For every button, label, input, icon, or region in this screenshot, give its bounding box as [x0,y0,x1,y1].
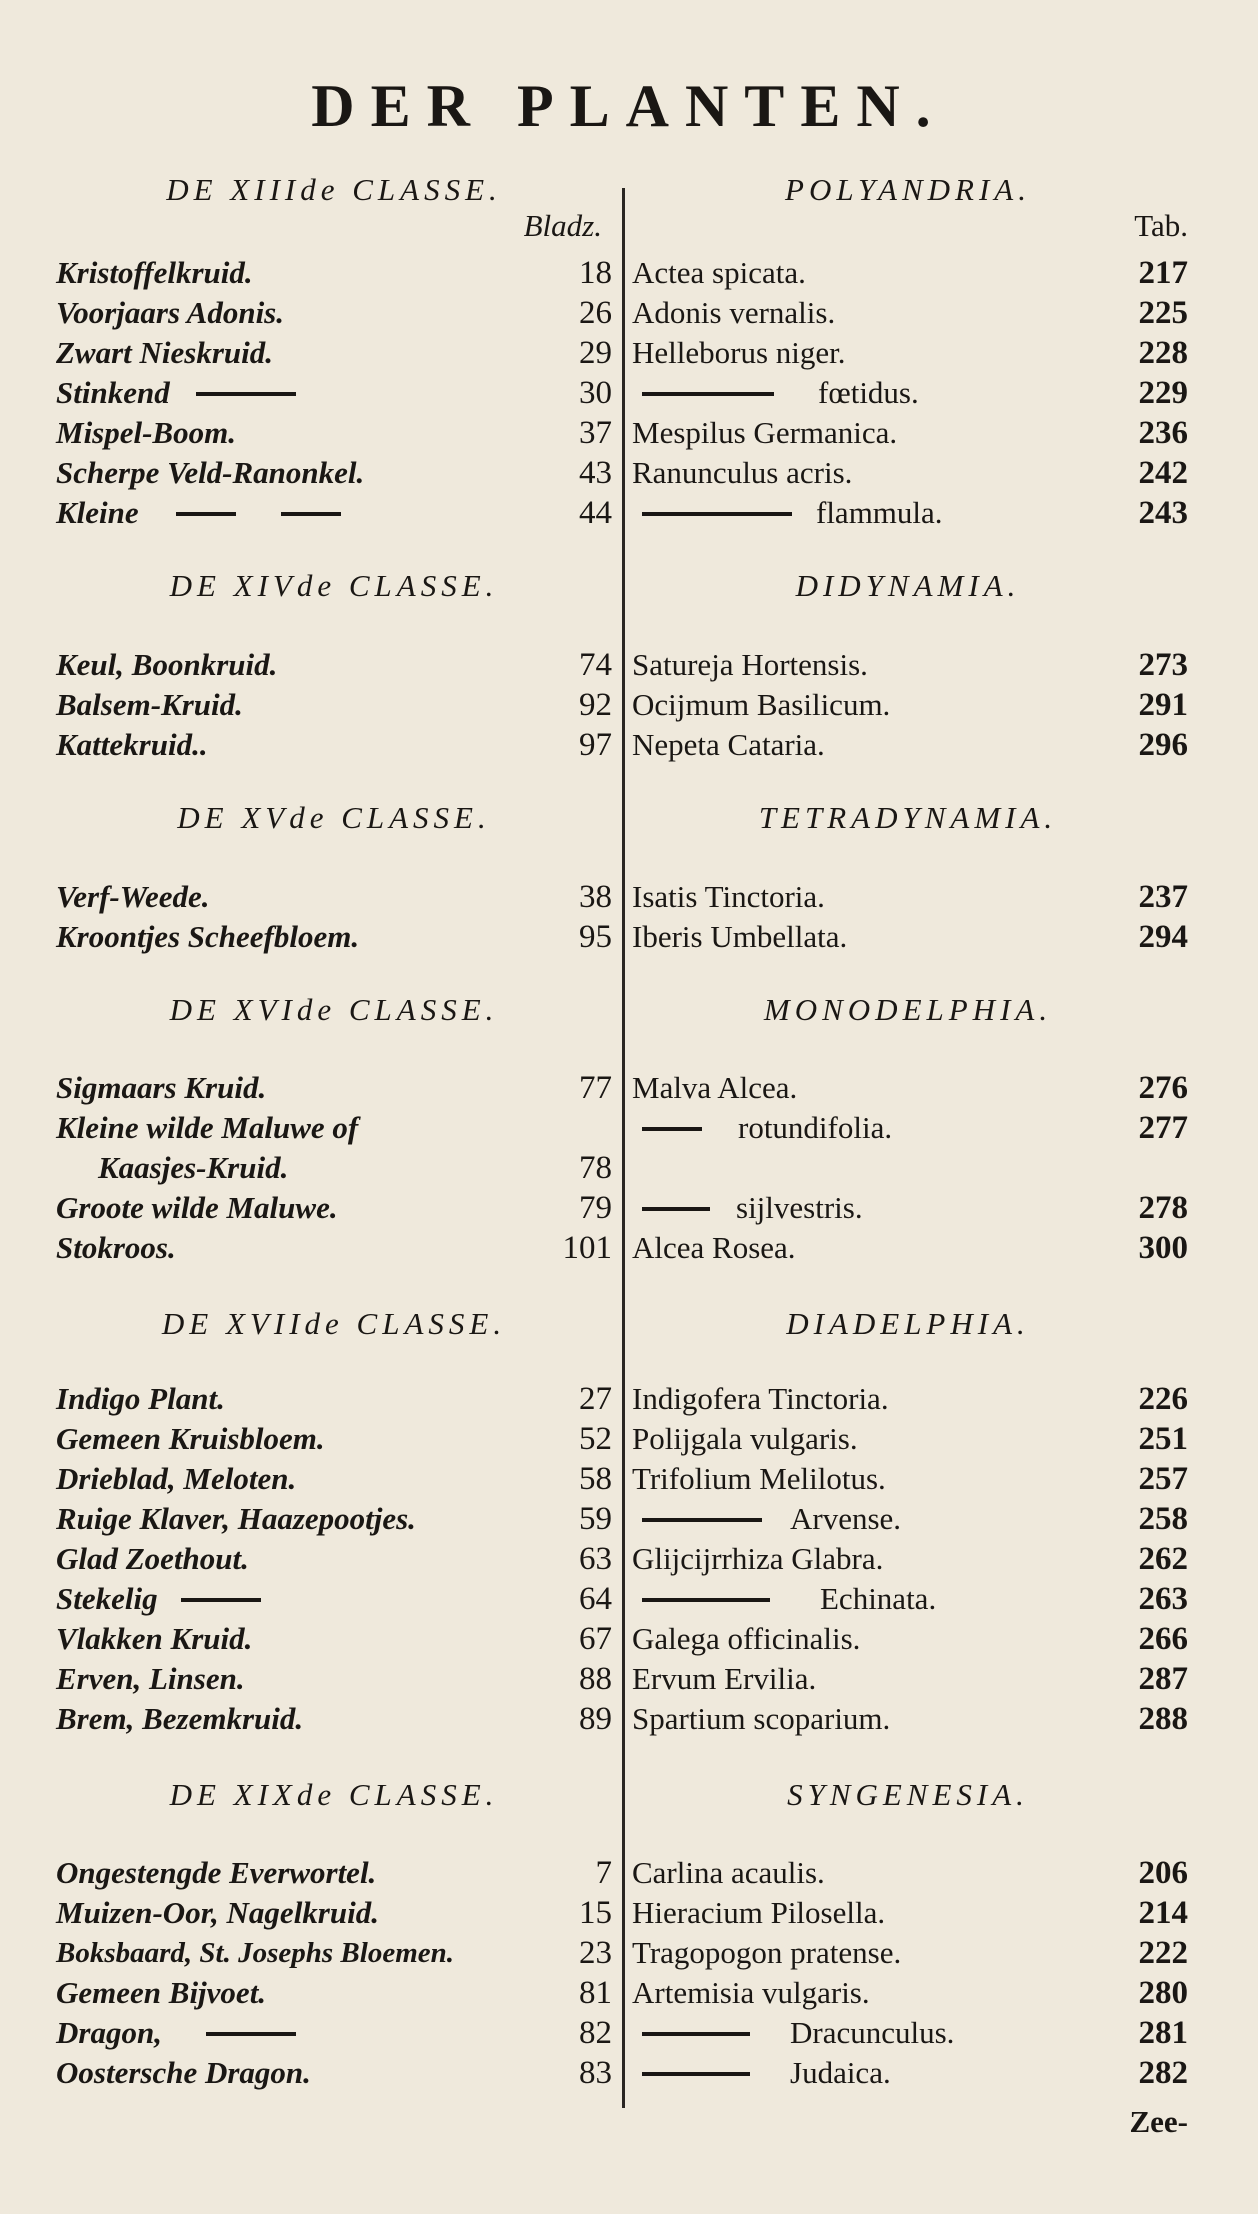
ditto-dash [176,512,236,516]
page-number: 38 [579,879,612,915]
entry-row [628,917,1188,957]
dutch-name: Stinkend [56,375,170,410]
column-rule [622,188,625,2108]
plate-number: 225 [1138,295,1188,331]
entry-row [628,253,1188,293]
section-heading: TETRADYNAMIA. [758,800,1058,835]
latin-name: Artemisia vulgaris. [632,1975,870,2010]
section-heading: DE XVIIde CLASSE. [161,1306,507,1341]
entry-row [56,1659,612,1699]
entry-row [628,1853,1188,1893]
entry-row [56,293,612,333]
section-heading: MONODELPHIA. [763,992,1053,1027]
dutch-name: Ongestengde Everwortel. [56,1855,377,1890]
entry-row [628,685,1188,725]
dutch-name: Vlakken Kruid. [56,1621,253,1656]
dutch-name: Erven, Linsen. [56,1661,245,1696]
entry-row [628,493,1188,533]
plate-number: 243 [1138,495,1188,531]
latin-name: Iberis Umbellata. [632,919,848,954]
page-number: 29 [579,335,612,371]
section-heading: DE XIIIde CLASSE. [166,172,502,207]
plate-number: 287 [1138,1661,1188,1697]
latin-name: Ocijmum Basilicum. [632,687,891,722]
page-number: 59 [579,1501,612,1537]
entry-row [628,725,1188,765]
plate-number: 282 [1138,2055,1188,2091]
plate-column-label: Tab. [1134,208,1188,243]
entry-row [628,293,1188,333]
dutch-name: Boksbaard, St. Josephs Bloemen. [56,1937,454,1969]
entry-row [628,1459,1188,1499]
entry-row [56,1933,612,1973]
dutch-name: Kroontjes Scheefbloem. [56,919,360,954]
entry-row [628,1108,1188,1148]
page-number: 79 [579,1190,612,1226]
entry-row [628,413,1188,453]
dutch-name: Glad Zoethout. [56,1541,249,1576]
ditto-dash [642,512,792,516]
page-number: 18 [579,255,612,291]
dutch-name: Kleine [56,495,139,530]
page-number: 78 [579,1150,612,1186]
latin-name: flammula. [816,495,943,530]
dutch-name: Oostersche Dragon. [56,2055,311,2090]
plate-number: 217 [1138,255,1188,291]
plate-number: 257 [1138,1461,1188,1497]
entry-row [56,917,612,957]
latin-name: Carlina acaulis. [632,1855,825,1890]
plate-number: 273 [1138,647,1188,683]
plate-number: 294 [1138,919,1188,955]
page-number: 7 [595,1855,612,1891]
latin-name: fœtidus. [818,375,919,410]
plate-number: 229 [1138,375,1188,411]
entry-row [628,453,1188,493]
latin-name: Echinata. [820,1581,937,1616]
plate-number: 296 [1138,727,1188,763]
dutch-name: Muizen-Oor, Nagelkruid. [56,1895,379,1930]
latin-name: Nepeta Cataria. [632,727,825,762]
latin-name: Galega officinalis. [632,1621,861,1656]
plate-number: 281 [1138,2015,1188,2051]
plate-number: 236 [1138,415,1188,451]
dutch-name: Kleine wilde Maluwe of [56,1110,359,1145]
page-number: 92 [579,687,612,723]
entry-row [628,1188,1188,1228]
ditto-dash [206,2032,296,2036]
ditto-dash [642,2032,750,2036]
ditto-dash [642,1598,770,1602]
entry-row [628,1419,1188,1459]
entry-row [628,877,1188,917]
entry-row [56,1699,612,1739]
plate-number: 288 [1138,1701,1188,1737]
catchword: Zee- [1129,2104,1188,2139]
entry-row [628,1973,1188,2013]
ditto-dash [181,1598,261,1602]
ditto-dash [642,1518,762,1522]
plate-number: 262 [1138,1541,1188,1577]
entry-row [56,1973,612,2013]
plate-number: 300 [1138,1230,1188,1266]
page-number: 95 [579,919,612,955]
entry-row [56,333,612,373]
entry-row [56,1068,612,1108]
dutch-name: Ruige Klaver, Haazepootjes. [56,1501,416,1536]
page-number: 63 [579,1541,612,1577]
page-number: 77 [579,1070,612,1106]
entry-row [56,1228,612,1268]
plate-number: 206 [1138,1855,1188,1891]
dutch-name: Gemeen Kruisbloem. [56,1421,325,1456]
latin-name: Malva Alcea. [632,1070,798,1105]
page-number: 97 [579,727,612,763]
entry-row [56,1619,612,1659]
entry-row [56,1108,612,1148]
entry-row [56,1148,612,1188]
dutch-name: Kristoffelkruid. [56,255,253,290]
page-number: 83 [579,2055,612,2091]
section-heading: DE XIXde CLASSE. [169,1777,499,1812]
latin-name: Mespilus Germanica. [632,415,898,450]
section-heading: SYNGENESIA. [787,1777,1029,1812]
dutch-name: Gemeen Bijvoet. [56,1975,267,2010]
page-number: 15 [579,1895,612,1931]
page-number: 27 [579,1381,612,1417]
plate-number: 237 [1138,879,1188,915]
plate-number: 291 [1138,687,1188,723]
latin-name: rotundifolia. [738,1110,893,1145]
entry-row [628,1893,1188,1933]
entry-row [56,645,612,685]
dutch-name: Balsem-Kruid. [56,687,243,722]
section-heading: DE XVde CLASSE. [177,800,491,835]
entry-row [628,645,1188,685]
dutch-name: Kaasjes-Kruid. [98,1150,289,1185]
entry-row [56,453,612,493]
entry-row [628,1068,1188,1108]
dutch-name: Zwart Nieskruid. [56,335,274,370]
plate-number: 226 [1138,1381,1188,1417]
section-heading: DE XIVde CLASSE. [169,568,499,603]
entry-row [628,1579,1188,1619]
latin-name: Helleborus niger. [632,335,846,370]
plate-number: 214 [1138,1895,1188,1931]
dutch-name: Voorjaars Adonis. [56,295,284,330]
entry-row [628,2053,1188,2093]
entry-row [628,1699,1188,1739]
entry-row [56,685,612,725]
section-heading: DIADELPHIA. [786,1306,1030,1341]
page-number: 43 [579,455,612,491]
page-number: 52 [579,1421,612,1457]
latin-name: Alcea Rosea. [632,1230,796,1265]
dutch-name: Stokroos. [56,1230,176,1265]
latin-name: Dracunculus. [790,2015,955,2050]
plate-number: 280 [1138,1975,1188,2011]
page-number: 26 [579,295,612,331]
entry-row [56,413,612,453]
dutch-name: Dragon, [56,2015,162,2050]
dutch-name: Scherpe Veld-Ranonkel. [56,455,365,490]
entry-row [628,1499,1188,1539]
ditto-dash [642,1127,702,1131]
entry-row [56,253,612,293]
page-number: 74 [579,647,612,683]
dutch-name: Keul, Boonkruid. [56,647,278,682]
entry-row [628,1228,1188,1268]
ditto-dash [642,392,774,396]
section-heading: POLYANDRIA. [785,172,1031,207]
entry-row [56,1579,612,1619]
page-number: 58 [579,1461,612,1497]
latin-name: Hieracium Pilosella. [632,1895,886,1930]
entry-row [56,1539,612,1579]
entry-row [56,1419,612,1459]
plate-number: 251 [1138,1421,1188,1457]
entry-row [56,877,612,917]
plate-number: 266 [1138,1621,1188,1657]
page-number: 89 [579,1701,612,1737]
dutch-name: Kattekruid.. [56,727,208,762]
latin-name: Glijcijrrhiza Glabra. [632,1541,884,1576]
plate-number: 228 [1138,335,1188,371]
plate-number: 258 [1138,1501,1188,1537]
ditto-dash [196,392,296,396]
entry-row [56,1379,612,1419]
entry-row [628,373,1188,413]
latin-name: Actea spicata. [632,255,806,290]
ditto-dash [642,2072,750,2076]
entry-row [56,493,612,533]
page-number: 82 [579,2015,612,2051]
section-heading: DE XVIde CLASSE. [169,992,499,1027]
dutch-name: Groote wilde Maluwe. [56,1190,338,1225]
plate-number: 222 [1138,1935,1188,1971]
entry-row [628,333,1188,373]
running-title: DER PLANTEN. [311,73,947,139]
dutch-name: Drieblad, Meloten. [56,1461,297,1496]
page-number: 67 [579,1621,612,1657]
latin-name: Tragopogon pratense. [632,1935,902,1970]
entry-row [56,2013,612,2053]
latin-name: Trifolium Melilotus. [632,1461,886,1496]
dutch-name: Indigo Plant. [56,1381,225,1416]
latin-name: Isatis Tinctoria. [632,879,825,914]
entry-row [628,1659,1188,1699]
latin-name: Polijgala vulgaris. [632,1421,858,1456]
latin-name: Ranunculus acris. [632,455,853,490]
page-column-label: Bladz. [523,208,602,243]
entry-row [628,2013,1188,2053]
dutch-name: Stekelig [56,1581,158,1616]
latin-name: Adonis vernalis. [632,295,836,330]
entry-row [628,1933,1188,1973]
entry-row [628,1539,1188,1579]
page-number: 23 [579,1935,612,1971]
dutch-name: Brem, Bezemkruid. [56,1701,304,1736]
entry-row [56,2053,612,2093]
plate-number: 242 [1138,455,1188,491]
entry-row [628,1619,1188,1659]
plate-number: 277 [1138,1110,1188,1146]
ditto-dash [642,1207,710,1211]
entry-row [56,1893,612,1933]
page-number: 37 [579,415,612,451]
page-number: 101 [562,1230,612,1266]
section-heading: DIDYNAMIA. [795,568,1021,603]
entry-row [56,1188,612,1228]
latin-name: Ervum Ervilia. [632,1661,817,1696]
plate-number: 263 [1138,1581,1188,1617]
latin-name: Spartium scoparium. [632,1701,891,1736]
page-number: 44 [579,495,612,531]
latin-name: Arvense. [790,1501,902,1536]
plate-number: 276 [1138,1070,1188,1106]
entry-row [56,1853,612,1893]
plate-number: 278 [1138,1190,1188,1226]
entry-row [56,725,612,765]
entry-row [56,1459,612,1499]
latin-name: Satureja Hortensis. [632,647,868,682]
entry-row [56,373,612,413]
page-number: 30 [579,375,612,411]
page-number: 81 [579,1975,612,2011]
latin-name: Indigofera Tinctoria. [632,1381,889,1416]
dutch-name: Mispel-Boom. [56,415,236,450]
page-number: 64 [579,1581,612,1617]
latin-name: Judaica. [790,2055,891,2090]
page-number: 88 [579,1661,612,1697]
entry-row [56,1499,612,1539]
ditto-dash [281,512,341,516]
dutch-name: Verf-Weede. [56,879,210,914]
dutch-name: Sigmaars Kruid. [56,1070,267,1105]
latin-name: sijlvestris. [736,1190,863,1225]
entry-row [628,1379,1188,1419]
